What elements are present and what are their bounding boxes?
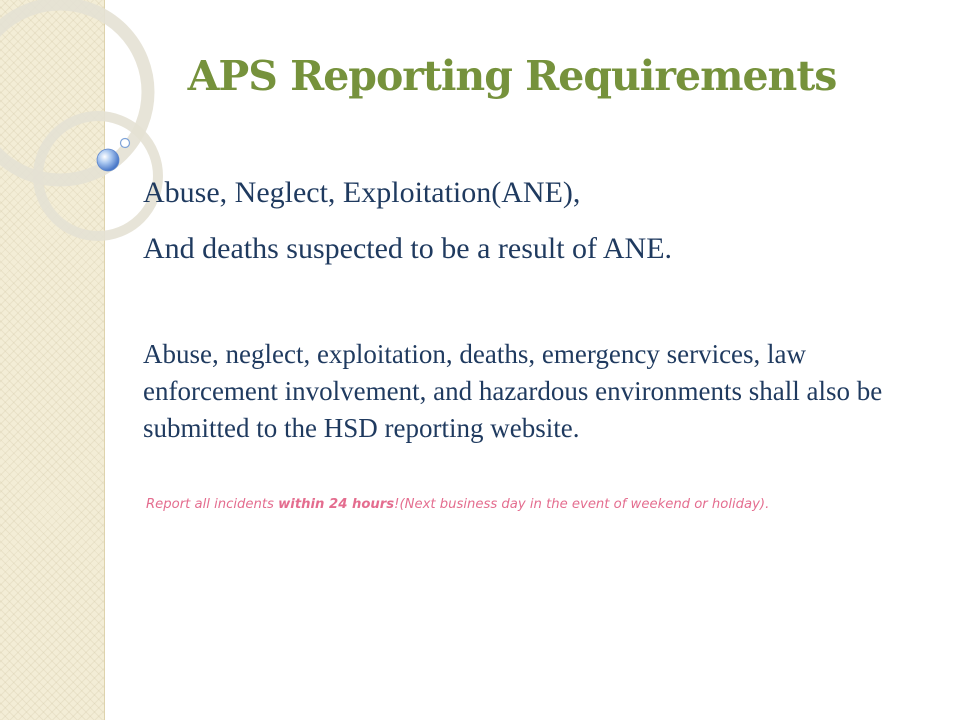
deaths-line: And deaths suspected to be a result of ANE. xyxy=(143,232,673,265)
small-dot-shape xyxy=(121,139,130,148)
blue-ball-shape xyxy=(97,149,119,171)
ane-line: Abuse, Neglect, Exploitation(ANE), xyxy=(143,176,581,209)
note-suffix: !(Next business day in the event of weekend or holiday). xyxy=(394,497,770,512)
slide-title: APS Reporting Requirements xyxy=(187,52,837,100)
reporting-deadline-note xyxy=(146,497,926,512)
decorative-circles-graphic xyxy=(0,0,240,260)
note-prefix: Report all incidents xyxy=(146,497,279,512)
submission-paragraph: Abuse, neglect, exploitation, deaths, emergency services, law enforcement involvement, and hazardous environments shall also be submitted to the HSD reporting website. xyxy=(143,339,883,443)
note-emphasis: within 24 hours xyxy=(278,497,395,512)
